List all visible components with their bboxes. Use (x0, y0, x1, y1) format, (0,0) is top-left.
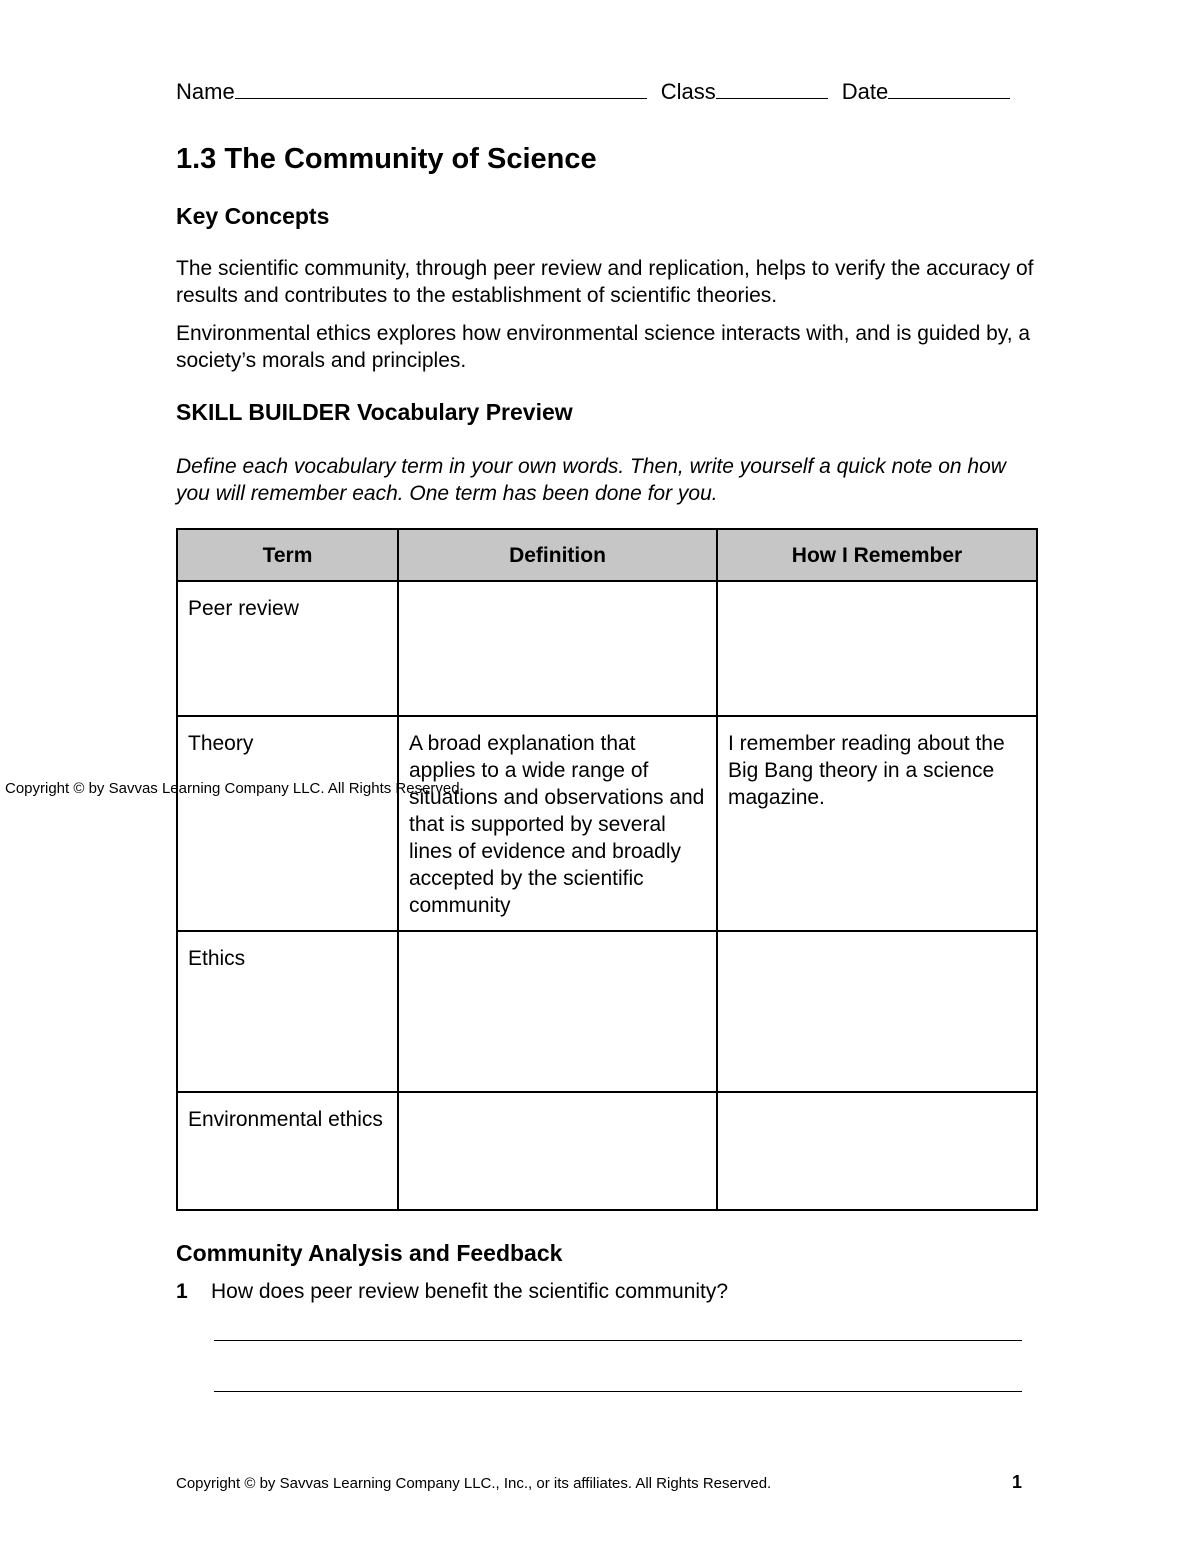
table-row (177, 931, 1037, 1092)
term-cell: Environmental ethics (177, 1092, 398, 1210)
name-label: Name (176, 79, 235, 104)
key-concepts-heading: Key Concepts (176, 203, 330, 229)
definition-cell[interactable] (398, 581, 717, 716)
skill-builder-instructions: Define each vocabulary term in your own words. Then, write yourself a quick note on how you will remember each. One term has been done for you. (176, 455, 1006, 505)
remember-cell[interactable] (717, 931, 1037, 1092)
question-text: How does peer review benefit the scientific community? (211, 1280, 729, 1303)
remember-cell[interactable] (717, 1092, 1037, 1210)
term-cell: Theory (177, 716, 398, 931)
date-label: Date (841, 79, 889, 104)
vocabulary-table (176, 528, 1038, 1211)
class-blank (716, 78, 828, 99)
skill-builder-heading: SKILL BUILDER Vocabulary Preview (176, 399, 573, 425)
table-row (177, 716, 1037, 931)
remember-cell[interactable] (717, 581, 1037, 716)
answer-line[interactable] (214, 1340, 1022, 1341)
remember-cell: I remember reading about the Big Bang theory in a science magazine. (717, 716, 1037, 931)
definition-cell[interactable] (398, 931, 717, 1092)
key-concept-paragraph: Environmental ethics explores how environmental science interacts with, and is guided by, a society’s morals and principles. (176, 322, 1031, 372)
page-number: 1 (1012, 1472, 1023, 1492)
community-analysis-heading: Community Analysis and Feedback (176, 1240, 563, 1266)
answer-line[interactable] (214, 1391, 1022, 1392)
name-blank (235, 78, 647, 99)
student-info-line (176, 78, 1010, 105)
footer-copyright: Copyright © by Savvas Learning Company LLC., Inc., or its affiliates. All Rights Reserved. (176, 1475, 772, 1492)
definition-cell: A broad explanation that applies to a wide range of situations and observations and that is supported by several lines of evidence and broadly accepted by the scientific community (398, 716, 717, 931)
column-header-definition: Definition (398, 529, 717, 581)
class-label: Class (660, 79, 716, 104)
column-header-term: Term (177, 529, 398, 581)
term-cell: Peer review (177, 581, 398, 716)
table-row (177, 581, 1037, 716)
page-title: 1.3 The Community of Science (176, 143, 597, 175)
table-row (177, 1092, 1037, 1210)
key-concept-paragraph: The scientific community, through peer review and replication, helps to verify the accuracy of results and contributes to the establishment of scientific theories. (176, 257, 1034, 307)
term-cell: Ethics (177, 931, 398, 1092)
definition-cell[interactable] (398, 1092, 717, 1210)
question-number: 1 (176, 1280, 188, 1303)
overlay-copyright-text: Copyright © by Savvas Learning Company LLC. All Rights Reserved. (5, 780, 464, 797)
table-header-row (177, 529, 1037, 581)
date-blank (888, 78, 1010, 99)
column-header-remember: How I Remember (717, 529, 1037, 581)
